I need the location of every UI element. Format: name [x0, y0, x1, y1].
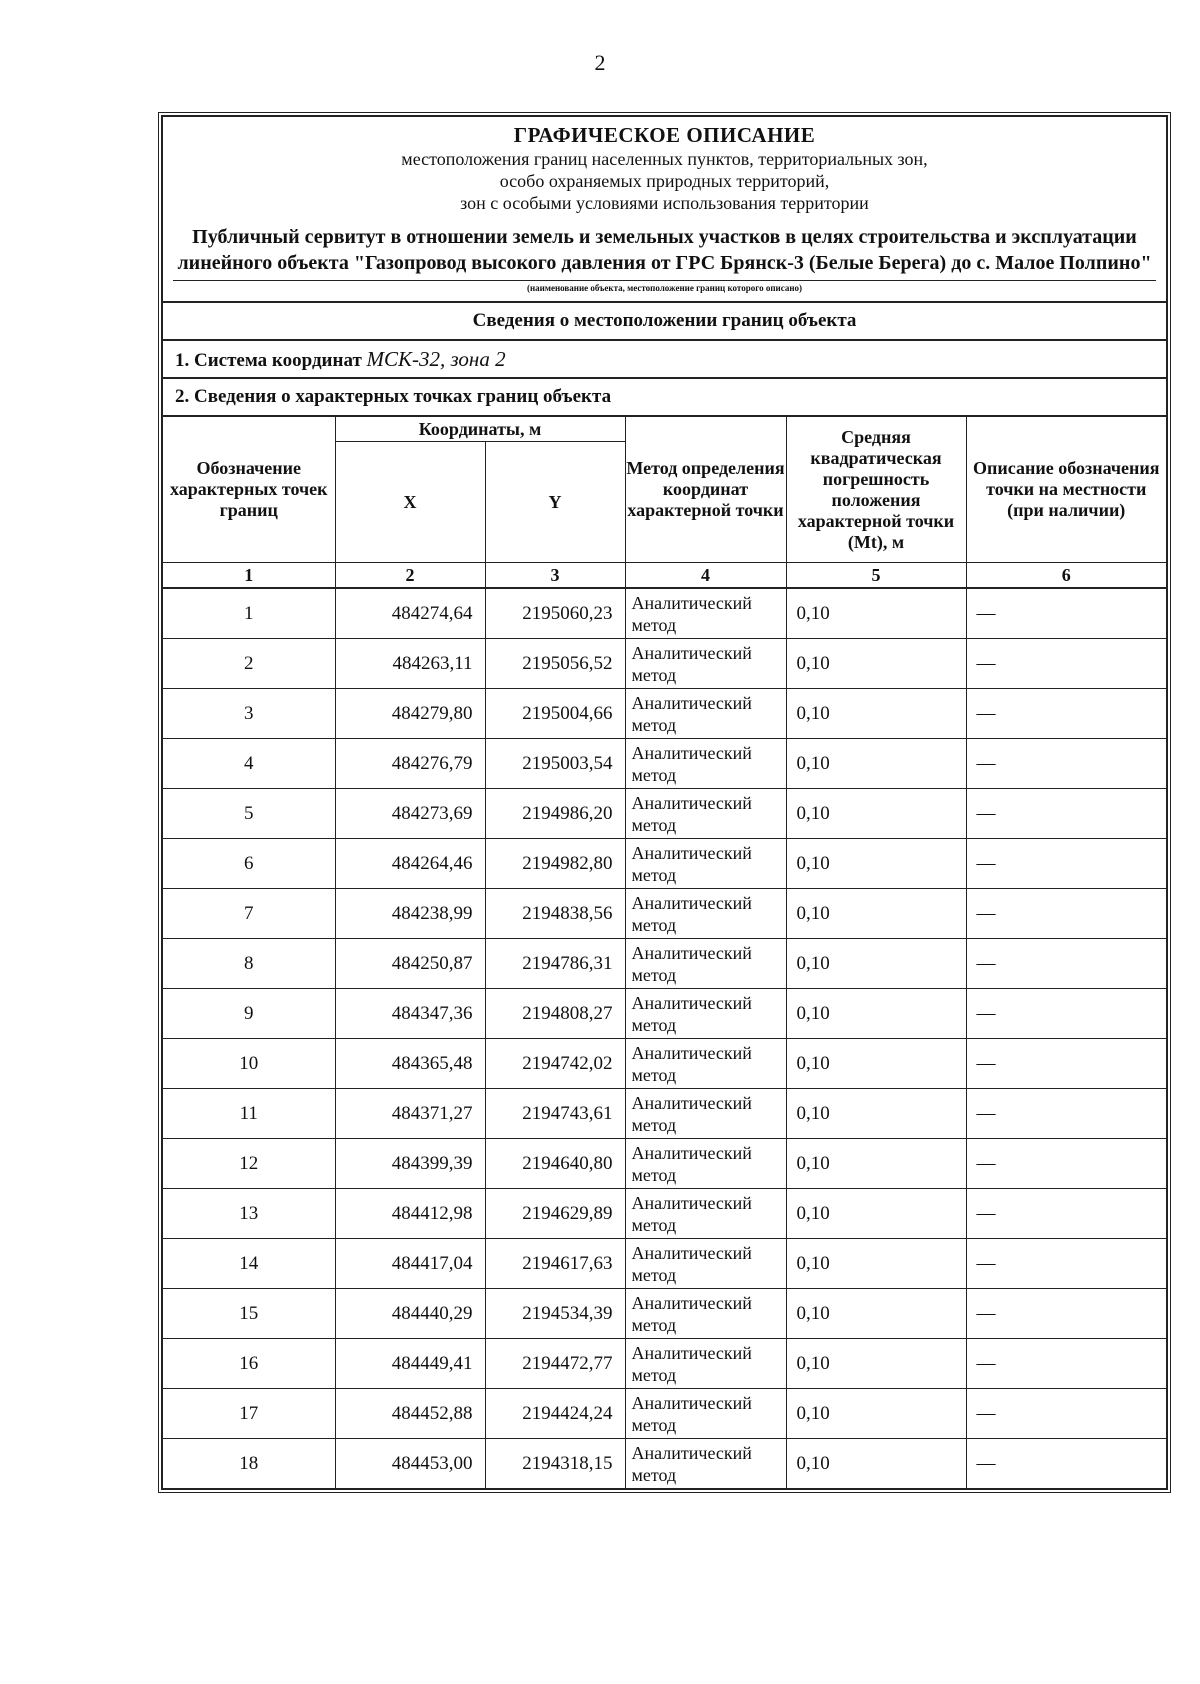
- method: Аналитический метод: [625, 939, 786, 989]
- table-row: [163, 1089, 1166, 1139]
- subtitle-line: особо охраняемых природных территорий,: [499, 171, 830, 191]
- point-description: —: [966, 689, 1166, 739]
- point-number: 7: [163, 889, 335, 939]
- method: Аналитический метод: [625, 689, 786, 739]
- subtitle-line: зон с особыми условиями использования территории: [460, 193, 869, 213]
- coord-x: 484279,80: [335, 689, 485, 739]
- document-title: ГРАФИЧЕСКОЕ ОПИСАНИЕ: [513, 123, 816, 147]
- coordinate-system-value: МСК-32, зона 2: [366, 347, 506, 371]
- coord-x: 484452,88: [335, 1389, 485, 1439]
- column-number: 3: [485, 563, 625, 589]
- method: Аналитический метод: [625, 1089, 786, 1139]
- method: Аналитический метод: [625, 1289, 786, 1339]
- point-number: 18: [163, 1439, 335, 1489]
- coord-y: 2194986,20: [485, 789, 625, 839]
- point-number: 15: [163, 1289, 335, 1339]
- error-value: 0,10: [786, 789, 966, 839]
- col-error: Средняя квадратическая погрешность положения характерной точки (Mt), м: [786, 417, 966, 563]
- column-number-row: [163, 563, 1166, 589]
- table-row: [163, 689, 1166, 739]
- point-number: 14: [163, 1239, 335, 1289]
- coord-x: 484440,29: [335, 1289, 485, 1339]
- coord-x: 484365,48: [335, 1039, 485, 1089]
- table-row: [163, 1389, 1166, 1439]
- point-number: 1: [163, 588, 335, 639]
- method: Аналитический метод: [625, 1339, 786, 1389]
- coord-x: 484263,11: [335, 639, 485, 689]
- method: Аналитический метод: [625, 789, 786, 839]
- coord-x: 484453,00: [335, 1439, 485, 1489]
- point-description: —: [966, 1039, 1166, 1089]
- error-value: 0,10: [786, 689, 966, 739]
- table-row: [163, 1339, 1166, 1389]
- point-description: —: [966, 739, 1166, 789]
- document-header: [163, 117, 1166, 303]
- method: Аналитический метод: [625, 1439, 786, 1489]
- method: Аналитический метод: [625, 889, 786, 939]
- point-number: 4: [163, 739, 335, 789]
- coord-y: 2194808,27: [485, 989, 625, 1039]
- coord-y: 2194742,02: [485, 1039, 625, 1089]
- coord-x: 484449,41: [335, 1339, 485, 1389]
- column-number: 2: [335, 563, 485, 589]
- object-name-note: (наименование объекта, местоположение границ которого описано): [526, 283, 803, 293]
- coord-y: 2194424,24: [485, 1389, 625, 1439]
- table-row: [163, 639, 1166, 689]
- points-table: [163, 417, 1166, 1488]
- coord-y: 2195060,23: [485, 588, 625, 639]
- point-number: 12: [163, 1139, 335, 1189]
- table-row: [163, 1039, 1166, 1089]
- coord-x: 484371,27: [335, 1089, 485, 1139]
- table-row: [163, 1189, 1166, 1239]
- point-number: 9: [163, 989, 335, 1039]
- col-designation: Обозначение характерных точек границ: [163, 417, 335, 563]
- error-value: 0,10: [786, 1139, 966, 1189]
- point-number: 17: [163, 1389, 335, 1439]
- coord-y: 2194838,56: [485, 889, 625, 939]
- point-description: —: [966, 1339, 1166, 1389]
- method: Аналитический метод: [625, 1389, 786, 1439]
- method: Аналитический метод: [625, 1139, 786, 1189]
- coordinate-system: [163, 341, 1166, 379]
- point-number: 13: [163, 1189, 335, 1239]
- method: Аналитический метод: [625, 1039, 786, 1089]
- point-description: —: [966, 839, 1166, 889]
- error-value: 0,10: [786, 1239, 966, 1289]
- coord-x: 484264,46: [335, 839, 485, 889]
- coord-y: 2194534,39: [485, 1289, 625, 1339]
- table-row: [163, 739, 1166, 789]
- error-value: 0,10: [786, 1339, 966, 1389]
- error-value: 0,10: [786, 1089, 966, 1139]
- point-number: 5: [163, 789, 335, 839]
- point-description: —: [966, 889, 1166, 939]
- point-description: —: [966, 1089, 1166, 1139]
- graphic-description-form: [161, 115, 1168, 1490]
- point-description: —: [966, 1289, 1166, 1339]
- point-description: —: [966, 1139, 1166, 1189]
- coord-y: 2194743,61: [485, 1089, 625, 1139]
- coord-y: 2194318,15: [485, 1439, 625, 1489]
- error-value: 0,10: [786, 1289, 966, 1339]
- points-section-title: 2. Сведения о характерных точках границ объекта: [163, 379, 1166, 417]
- point-number: 3: [163, 689, 335, 739]
- coord-x: 484274,64: [335, 588, 485, 639]
- error-value: 0,10: [786, 889, 966, 939]
- method: Аналитический метод: [625, 739, 786, 789]
- object-name: Публичный сервитут в отношении земель и земельных участков в целях строительства и эксплуатации линейного объекта "Газопровод высокого давления от ГРС Брянск-3 (Белые Берега) до с. Малое Полпино": [177, 226, 1152, 274]
- error-value: 0,10: [786, 939, 966, 989]
- page-number: 2: [594, 50, 606, 75]
- point-description: —: [966, 939, 1166, 989]
- method: Аналитический метод: [625, 989, 786, 1039]
- coord-x: 484399,39: [335, 1139, 485, 1189]
- method: Аналитический метод: [625, 1239, 786, 1289]
- col-coordinates: Координаты, м: [335, 417, 625, 442]
- table-body: [163, 563, 1166, 1489]
- coord-x: 484417,04: [335, 1239, 485, 1289]
- point-description: —: [966, 1239, 1166, 1289]
- col-description: Описание обозначения точки на местности (при наличии): [966, 417, 1166, 563]
- coord-x: 484347,36: [335, 989, 485, 1039]
- coord-x: 484273,69: [335, 789, 485, 839]
- column-number: 1: [163, 563, 335, 589]
- table-row: [163, 588, 1166, 639]
- table-row: [163, 1289, 1166, 1339]
- point-number: 10: [163, 1039, 335, 1089]
- point-description: —: [966, 1189, 1166, 1239]
- point-description: —: [966, 1439, 1166, 1489]
- subtitle-line: местоположения границ населенных пунктов, территориальных зон,: [401, 149, 928, 169]
- point-description: —: [966, 989, 1166, 1039]
- error-value: 0,10: [786, 1039, 966, 1089]
- point-description: —: [966, 639, 1166, 689]
- error-value: 0,10: [786, 739, 966, 789]
- coord-x: 484412,98: [335, 1189, 485, 1239]
- table-row: [163, 939, 1166, 989]
- error-value: 0,10: [786, 989, 966, 1039]
- method: Аналитический метод: [625, 588, 786, 639]
- point-description: —: [966, 1389, 1166, 1439]
- coord-y: 2195004,66: [485, 689, 625, 739]
- coord-y: 2194617,63: [485, 1239, 625, 1289]
- col-y: Y: [485, 442, 625, 563]
- point-number: 11: [163, 1089, 335, 1139]
- table-row: [163, 889, 1166, 939]
- method: Аналитический метод: [625, 639, 786, 689]
- error-value: 0,10: [786, 1439, 966, 1489]
- coord-x: 484276,79: [335, 739, 485, 789]
- coord-x: 484238,99: [335, 889, 485, 939]
- table-row: [163, 1239, 1166, 1289]
- error-value: 0,10: [786, 639, 966, 689]
- coord-y: 2195003,54: [485, 739, 625, 789]
- coord-y: 2195056,52: [485, 639, 625, 689]
- point-description: —: [966, 588, 1166, 639]
- coordinate-system-label: 1. Система координат: [175, 350, 362, 371]
- table-row: [163, 1139, 1166, 1189]
- error-value: 0,10: [786, 1189, 966, 1239]
- table-row: [163, 989, 1166, 1039]
- col-x: X: [335, 442, 485, 563]
- point-description: —: [966, 789, 1166, 839]
- table-header-row: [163, 417, 1166, 442]
- point-number: 6: [163, 839, 335, 889]
- coord-y: 2194472,77: [485, 1339, 625, 1389]
- table-row: [163, 1439, 1166, 1489]
- error-value: 0,10: [786, 839, 966, 889]
- section-title: Сведения о местоположении границ объекта: [163, 303, 1166, 341]
- coord-y: 2194786,31: [485, 939, 625, 989]
- coord-y: 2194629,89: [485, 1189, 625, 1239]
- col-method: Метод определения координат характерной точки: [625, 417, 786, 563]
- coord-y: 2194640,80: [485, 1139, 625, 1189]
- column-number: 4: [625, 563, 786, 589]
- coord-x: 484250,87: [335, 939, 485, 989]
- table-row: [163, 789, 1166, 839]
- coord-y: 2194982,80: [485, 839, 625, 889]
- error-value: 0,10: [786, 588, 966, 639]
- method: Аналитический метод: [625, 839, 786, 889]
- column-number: 5: [786, 563, 966, 589]
- column-number: 6: [966, 563, 1166, 589]
- point-number: 8: [163, 939, 335, 989]
- error-value: 0,10: [786, 1389, 966, 1439]
- method: Аналитический метод: [625, 1189, 786, 1239]
- point-number: 2: [163, 639, 335, 689]
- point-number: 16: [163, 1339, 335, 1389]
- table-row: [163, 839, 1166, 889]
